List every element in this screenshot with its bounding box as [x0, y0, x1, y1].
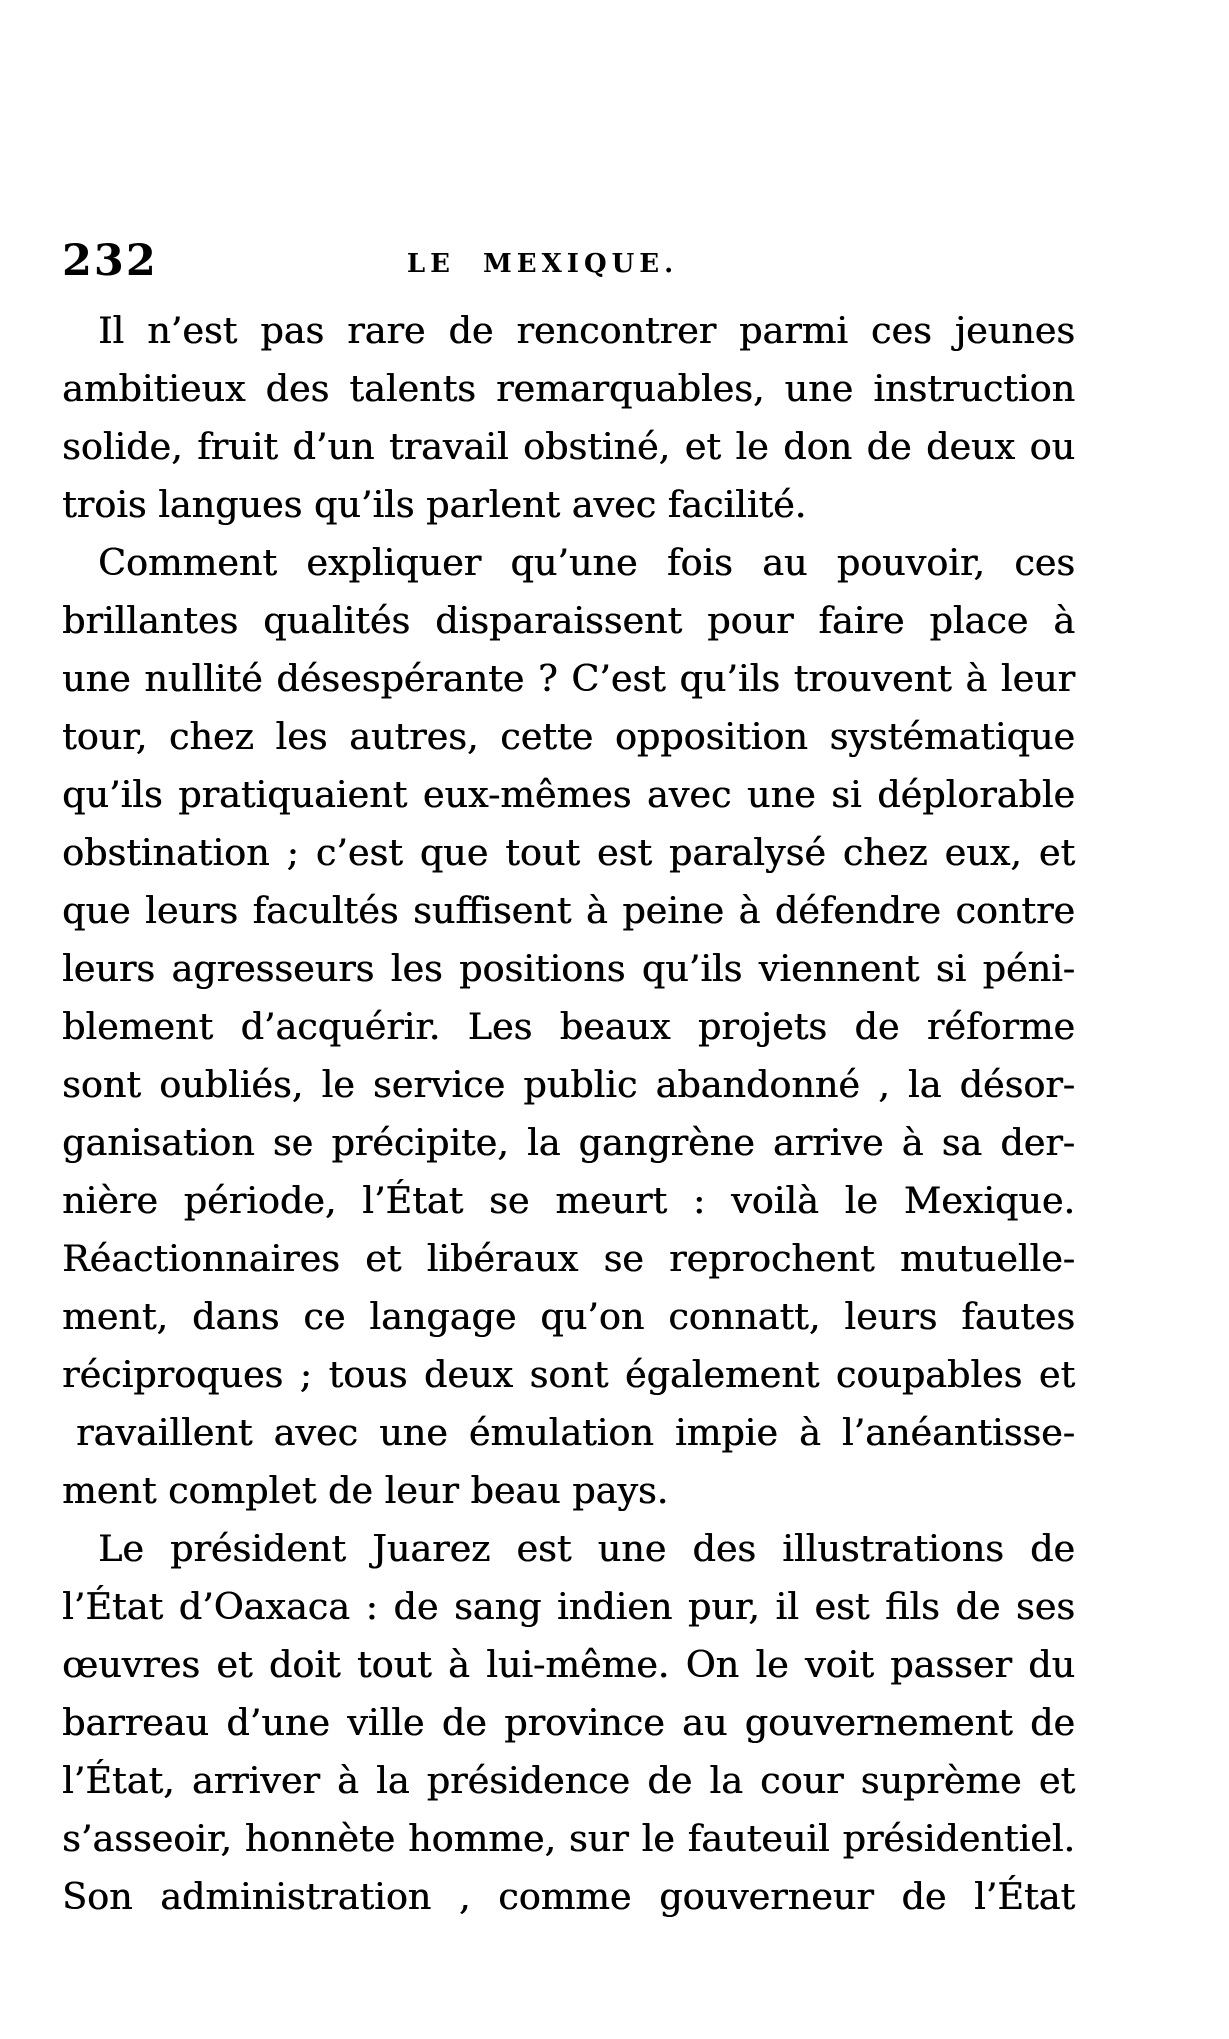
text-line: Son administration , comme gouverneur de l’État	[62, 1875, 1075, 1918]
text-line: Comment expliquer qu’une fois au pouvoir, ces	[98, 541, 1075, 584]
paragraph	[62, 534, 1075, 1520]
text-line: que leurs facultés suffisent à peine à défendre contre	[62, 889, 1075, 932]
text-line: ravaillent avec une émulation impie à l’anéantisse-	[76, 1411, 1075, 1454]
text-line: Le président Juarez est une des illustrations de	[98, 1527, 1075, 1570]
text-line: brillantes qualités disparaissent pour faire place à	[62, 599, 1075, 642]
paragraph	[62, 302, 1075, 534]
page-header	[62, 236, 1075, 292]
text-line: trois langues qu’ils parlent avec facilité.	[62, 483, 807, 526]
text-line: s’asseoir, honnète homme, sur le fauteuil présidentiel.	[62, 1817, 1075, 1860]
running-title: LE MEXIQUE.	[406, 249, 679, 279]
text-line: barreau d’une ville de province au gouvernement de	[62, 1701, 1075, 1744]
text-line: l’État d’Oaxaca : de sang indien pur, il est fils de ses	[62, 1585, 1075, 1628]
text-line: ambitieux des talents remarquables, une instruction	[62, 367, 1075, 410]
text-line: Il n’est pas rare de rencontrer parmi ces jeunes	[98, 309, 1075, 352]
text-line: ment, dans ce langage qu’on connatt, leurs fautes	[62, 1295, 1075, 1338]
text-line: ganisation se précipite, la gangrène arrive à sa der-	[62, 1121, 1075, 1164]
text-line: une nullité désespérante ? C’est qu’ils trouvent à leur	[62, 657, 1075, 700]
text-line: l’État, arriver à la présidence de la cour suprème et	[62, 1759, 1075, 1802]
text-body	[62, 302, 1075, 1926]
text-line: blement d’acquérir. Les beaux projets de réforme	[62, 1005, 1075, 1048]
text-line: œuvres et doit tout à lui-même. On le voit passer du	[62, 1643, 1075, 1686]
text-line: leurs agresseurs les positions qu’ils viennent si péni-	[62, 947, 1075, 990]
text-line: ment complet de leur beau pays.	[62, 1469, 669, 1512]
paragraph	[62, 1520, 1075, 1926]
text-line: Réactionnaires et libéraux se reprochent mutuelle-	[62, 1237, 1075, 1280]
text-line: obstination ; c’est que tout est paralysé chez eux, et	[62, 831, 1075, 874]
text-line: nière période, l’État se meurt : voilà le Mexique.	[62, 1179, 1075, 1222]
page-number: 232	[62, 236, 158, 286]
text-line: solide, fruit d’un travail obstiné, et le don de deux ou	[62, 425, 1075, 468]
text-line: qu’ils pratiquaient eux-mêmes avec une si déplorable	[62, 773, 1075, 816]
text-line: réciproques ; tous deux sont également coupables et	[62, 1353, 1075, 1396]
text-line: sont oubliés, le service public abandonné , la désor-	[62, 1063, 1075, 1106]
text-line: tour, chez les autres, cette opposition systématique	[62, 715, 1075, 758]
